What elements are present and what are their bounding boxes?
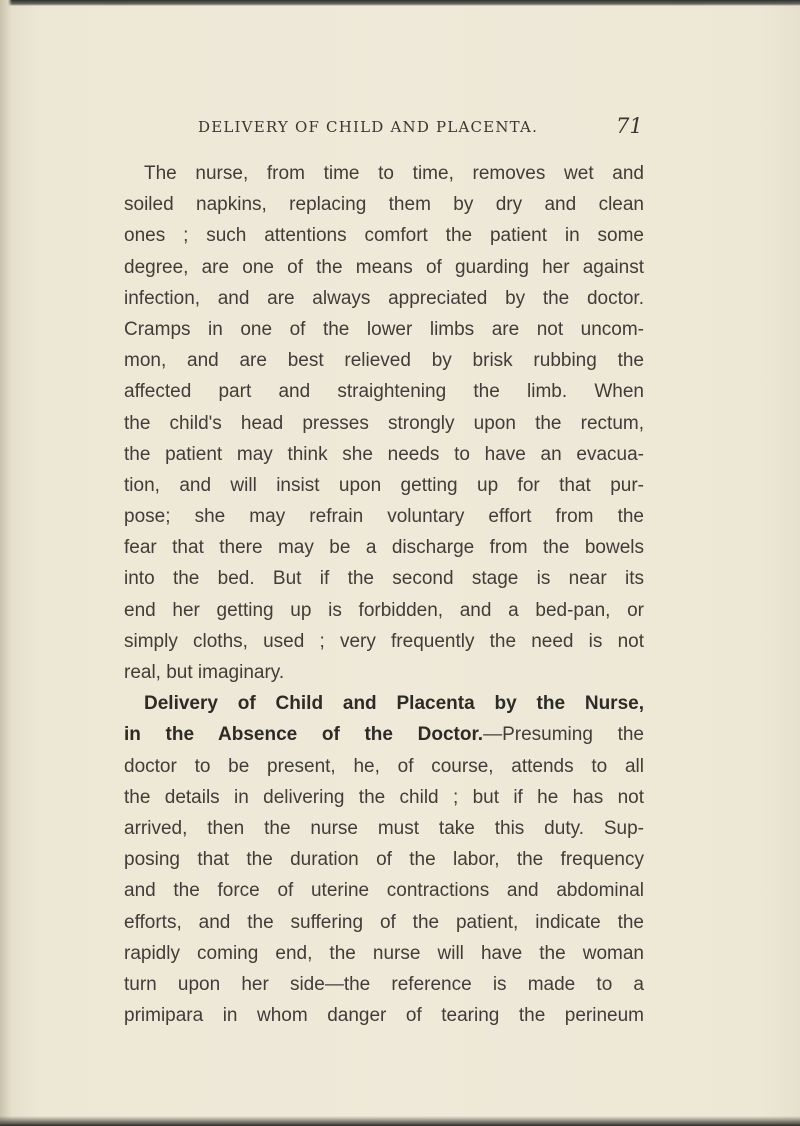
text-line: real, but imaginary. xyxy=(124,662,285,683)
text-line: doctor to be present, he, of course, attends to all xyxy=(124,755,644,777)
text-line: into the bed. But if the second stage is near its xyxy=(124,568,644,590)
text-line: arrived, then the nurse must take this duty. Sup- xyxy=(124,817,644,839)
section-heading: Delivery of Child and Placenta by the Nurse, xyxy=(144,693,644,715)
text-line: efforts, and the suffering of the patient, indicate the xyxy=(124,911,644,933)
text-line: simply cloths, used ; very frequently the need is not xyxy=(124,630,644,652)
text-line: ones ; such attentions comfort the patient in some xyxy=(124,225,644,247)
text-line: rapidly coming end, the nurse will have the woman xyxy=(124,942,644,964)
text-line: turn upon her side—the reference is made to a xyxy=(124,973,644,995)
section-heading-continuation xyxy=(124,719,644,750)
text-line: tion, and will insist upon getting up for that pur- xyxy=(124,474,644,496)
text-line: Cramps in one of the lower limbs are not uncom- xyxy=(124,318,644,340)
running-head: DELIVERY OF CHILD AND PLACENTA. xyxy=(198,118,539,136)
text-line: posing that the duration of the labor, the frequency xyxy=(124,849,644,871)
text-line: infection, and are always appreciated by the doctor. xyxy=(124,287,644,309)
text-line: the patient may think she needs to have an evacua- xyxy=(124,443,644,465)
page-top-edge xyxy=(0,0,800,6)
page-number: 71 xyxy=(616,114,643,138)
text-line: affected part and straightening the limb. When xyxy=(124,381,644,403)
section-text-start: —Presuming the xyxy=(483,724,644,746)
text-line: pose; she may refrain voluntary effort from the xyxy=(124,506,644,528)
text-line: and the force of uterine contractions and abdominal xyxy=(124,880,644,902)
text-line: end her getting up is forbidden, and a bed-pan, or xyxy=(124,599,644,621)
page-gutter xyxy=(0,0,12,1126)
text-line: fear that there may be a discharge from the bowels xyxy=(124,537,644,559)
text-line: mon, and are best relieved by brisk rubbing the xyxy=(124,350,644,372)
text-line: primipara in whom danger of tearing the perineum xyxy=(124,1005,644,1027)
body-text xyxy=(124,158,644,1031)
text-line: the child's head presses strongly upon the rectum, xyxy=(124,412,644,434)
section-heading-bold: in the Absence of the Doctor. xyxy=(124,724,484,746)
text-line: The nurse, from time to time, removes wet and xyxy=(144,163,644,184)
text-line: soiled napkins, replacing them by dry and clean xyxy=(124,194,644,216)
page-bottom-edge xyxy=(0,1116,800,1126)
page-header xyxy=(198,114,658,144)
text-line: the details in delivering the child ; but if he has not xyxy=(124,786,644,808)
text-line: degree, are one of the means of guarding her against xyxy=(124,256,644,278)
